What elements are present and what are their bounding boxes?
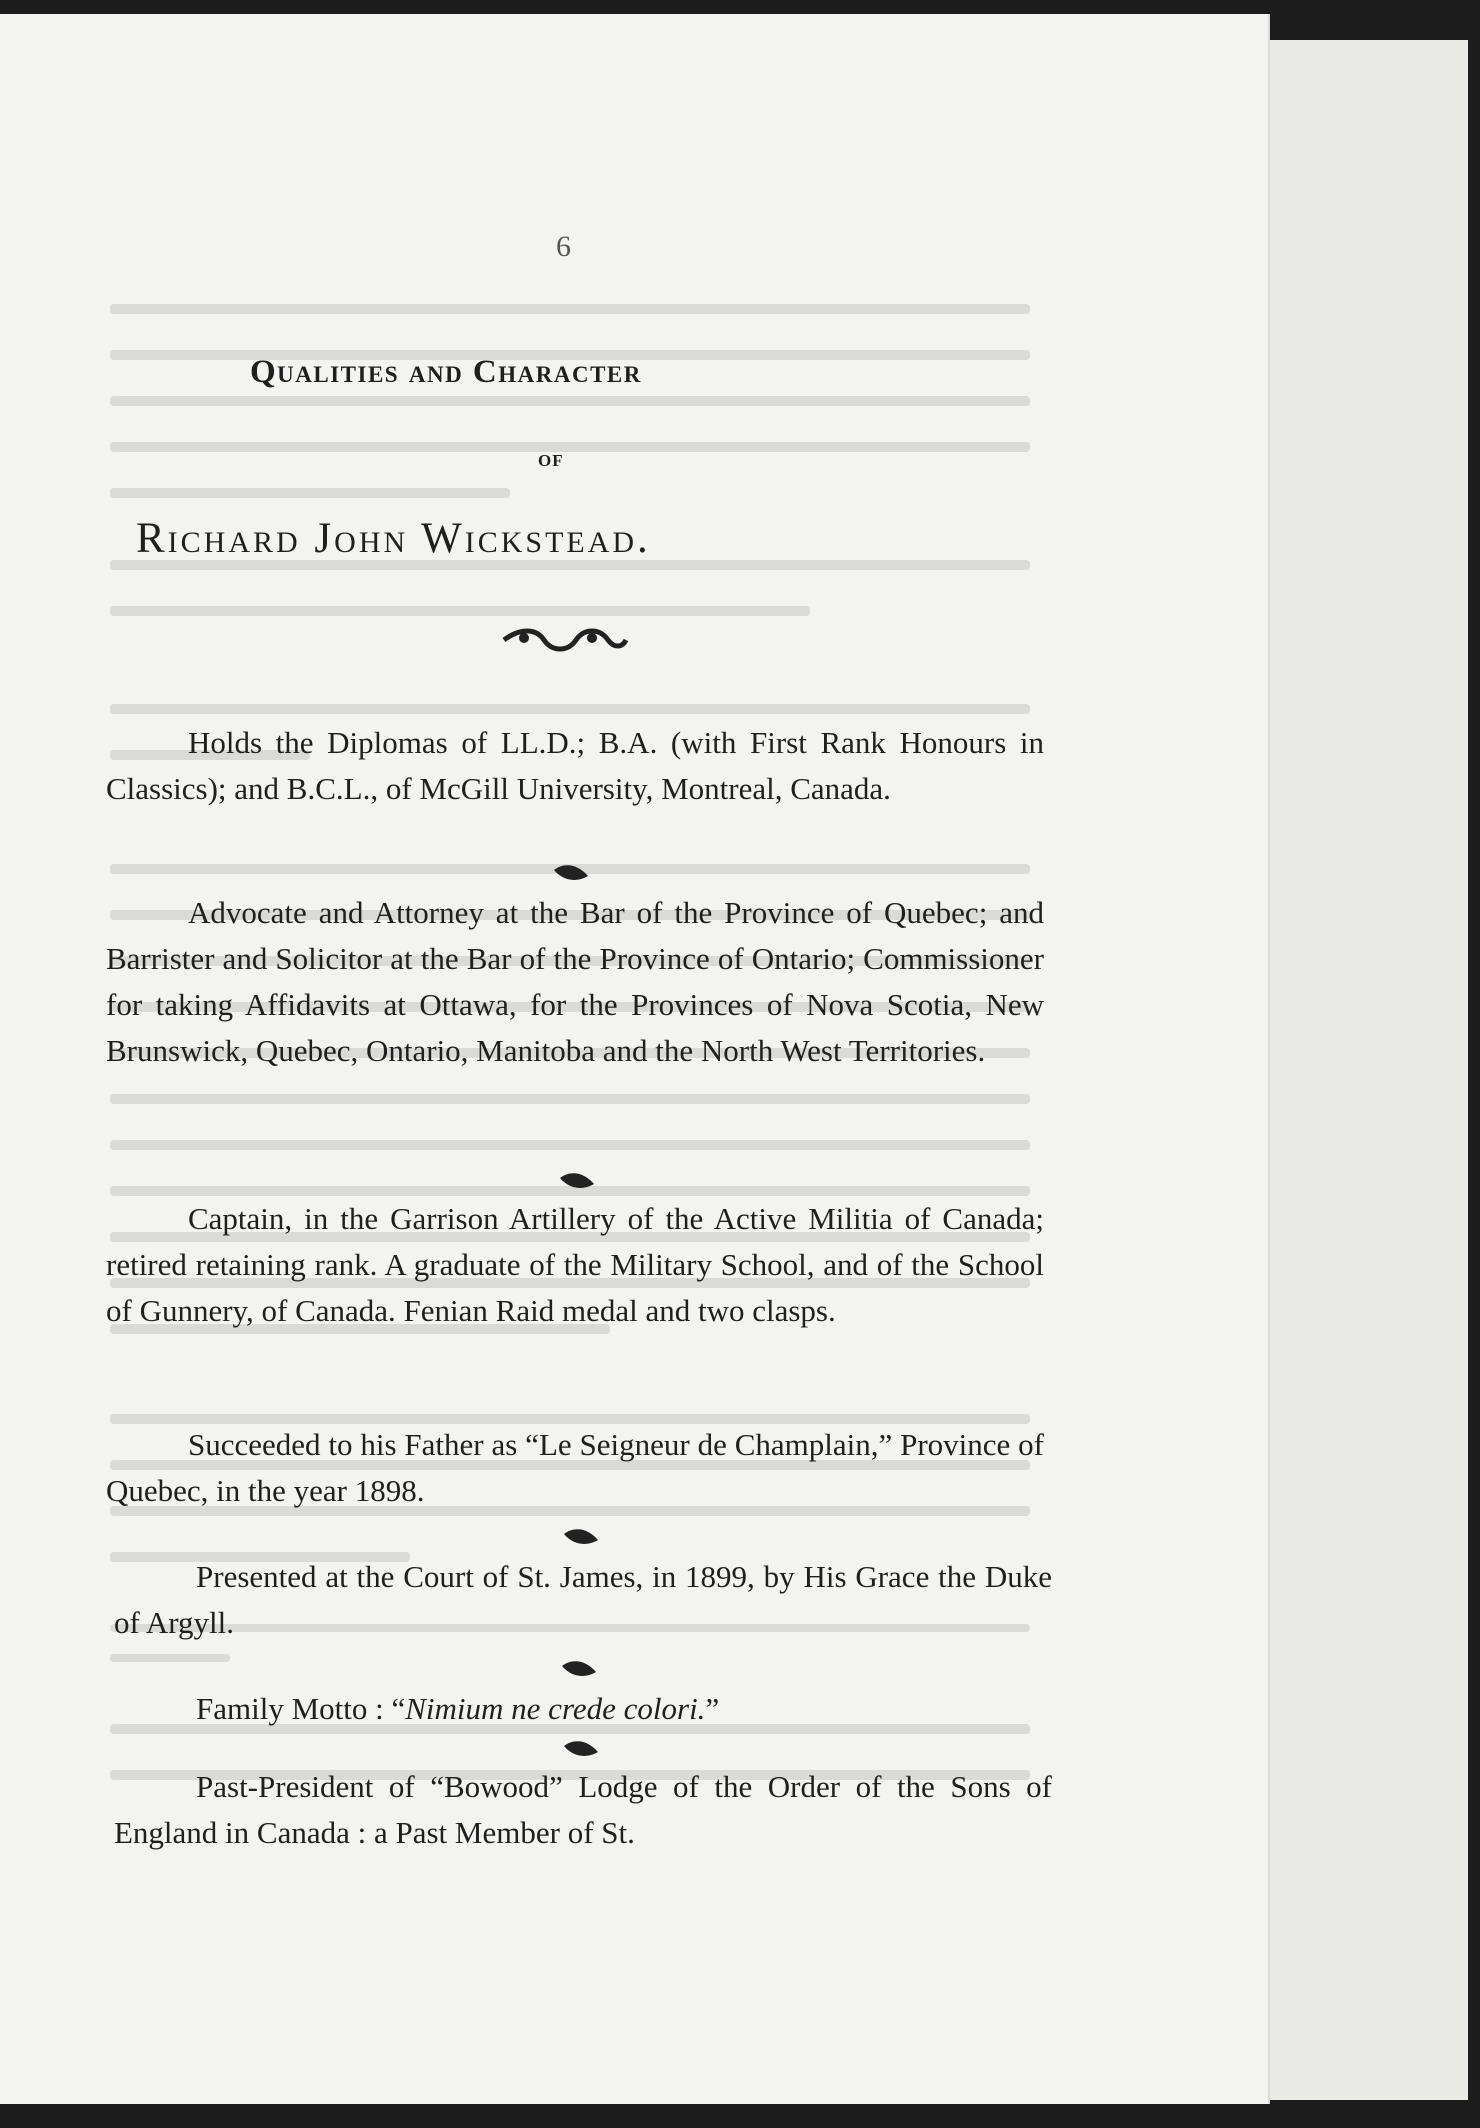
leaf-ornament-icon (560, 1658, 598, 1680)
heading-of: of (538, 446, 564, 472)
paragraph-seigneur: Succeeded to his Father as “Le Seigneur de Champlain,” Province of Quebec, in the year 1898. (106, 1427, 1044, 1508)
leaf-ornament-icon (562, 1738, 600, 1760)
underlying-page (1268, 40, 1468, 2100)
heading-name: Richard John Wickstead. (136, 515, 651, 562)
paragraph-captain: Captain, in the Garrison Artillery of the Active Militia of Canada; retired retaining rank. A graduate of the Military School, and of the School of Gunnery, of Canada. Fenian Raid medal and two clasps. (106, 1201, 1044, 1328)
motto-close: ” (705, 1691, 720, 1726)
page-number: 6 (556, 230, 571, 263)
paragraph-motto (114, 1686, 1052, 1732)
paragraph-president: Past-President of “Bowood” Lodge of the Order of the Sons of England in Canada : a Past Member of St. (114, 1769, 1052, 1850)
leaf-ornament-icon (552, 862, 590, 884)
motto-label: Family Motto : “ (196, 1691, 406, 1726)
leaf-ornament-icon (558, 1170, 596, 1192)
paragraph-diplomas: Holds the Diplomas of LL.D.; B.A. (with First Rank Honours in Classics); and B.C.L., of McGill University, Montreal, Canada. (106, 725, 1044, 806)
heading-title: Qualities and Character (250, 354, 642, 390)
ornament-scroll-icon (500, 626, 630, 654)
paragraph-advocate: Advocate and Attorney at the Bar of the Province of Quebec; and Barrister and Solicitor at the Bar of the Province of Ontario; Commissioner for taking Affidavits at Ottawa, for the Provinces of Nova Scotia, New Brunswick, Quebec, Ontario, Manitoba and the North West Territories. (106, 895, 1044, 1068)
leaf-ornament-icon (562, 1526, 600, 1548)
page-content (0, 14, 1268, 2104)
motto-text: Nimium ne crede colori. (405, 1691, 706, 1726)
paragraph-court: Presented at the Court of St. James, in 1899, by His Grace the Duke of Argyll. (114, 1559, 1052, 1640)
page-sheet (0, 14, 1270, 2104)
